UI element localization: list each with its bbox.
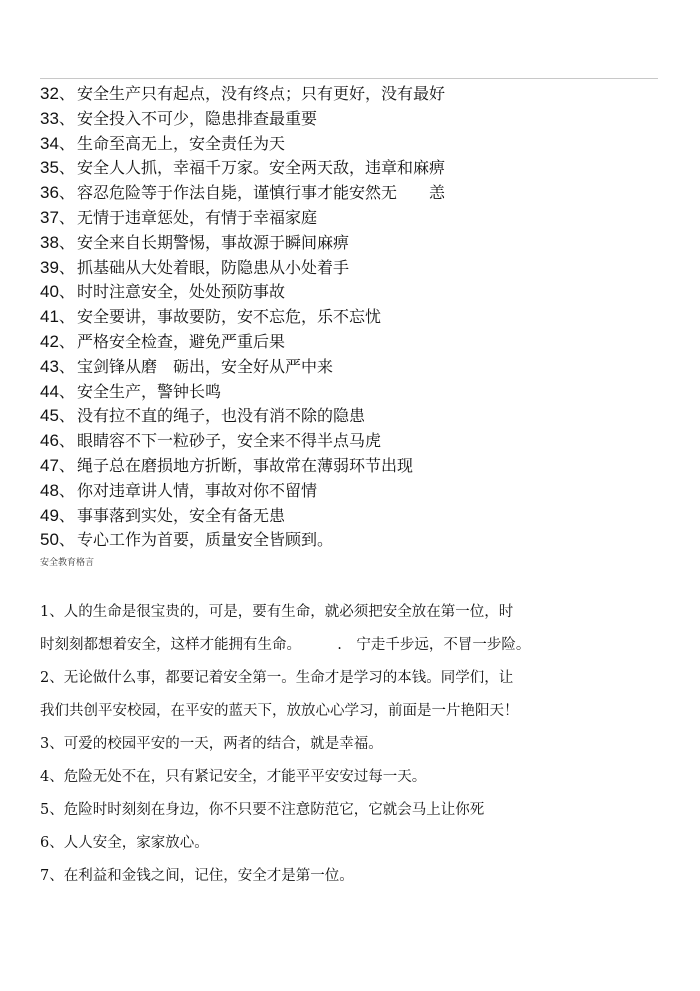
item-number: 40: [40, 282, 59, 302]
list-item: 49、 事事落到实处，安全有备无患: [40, 505, 285, 525]
item-text: 安全投入不可少，隐患排查最重要: [76, 108, 317, 128]
item-text: 安全生产，警钟长鸣: [76, 381, 221, 401]
item-text: 安全生产只有起点，没有终点；只有更好，没有最好: [76, 84, 445, 103]
item-text: 时时注意安全，处处预防事故: [76, 282, 285, 302]
item-text: 你对违章讲人情，事故对你不留情: [76, 480, 317, 500]
item-number: 38: [40, 232, 59, 252]
section-heading: 安全教育格言: [40, 558, 95, 568]
item-number: 50: [40, 530, 59, 550]
item-text: 绳子总在磨损地方折断，事故常在薄弱环节出现: [76, 455, 413, 475]
item-text: 事事落到实处，安全有备无患: [76, 505, 285, 525]
item-number: 36: [40, 183, 59, 203]
item-number: 33: [40, 108, 59, 128]
saying-line: 时刻刻都想着安全，这样才能拥有生命。 . 宁走千步远，不冒一步险。: [40, 637, 531, 653]
list-item: 33、 安全投入不可少，隐患排查最重要: [40, 108, 317, 128]
list-item: 37、 无情于违章惩处，有情于幸福家庭: [40, 207, 317, 227]
saying-line: 6、人人安全，家家放心。: [40, 835, 209, 851]
list-item: 48、 你对违章讲人情，事故对你不留情: [40, 480, 317, 500]
item-text: 容忍危险等于作法自毙，谨慎行事才能安然无 恙: [76, 183, 445, 203]
list-item: 32、 安全生产只有起点，没有终点；只有更好，没有最好: [40, 84, 445, 103]
list-item: 47、 绳子总在磨损地方折断，事故常在薄弱环节出现: [40, 455, 413, 475]
slogan-list: [40, 82, 660, 553]
item-number: 45: [40, 406, 59, 426]
saying-line: 4、危险无处不在，只有紧记安全，才能平平安安过每一天。: [40, 769, 427, 785]
item-text: 眼睛容不下一粒砂子，安全来不得半点马虎: [76, 431, 381, 451]
saying-line: 2、无论做什么事，都要记着安全第一。生命才是学习的本钱。同学们，让: [40, 670, 514, 686]
item-number: 35: [40, 158, 59, 178]
saying-line: 7、在利益和金钱之间，记住，安全才是第一位。: [40, 868, 354, 884]
item-number: 32: [40, 84, 59, 103]
item-number: 48: [40, 480, 59, 500]
item-number: 47: [40, 455, 59, 475]
item-text: 生命至高无上，安全责任为天: [76, 133, 285, 153]
header-rule: [40, 78, 658, 79]
list-item: 41、 安全要讲，事故要防，安不忘危，乐不忘忧: [40, 307, 381, 327]
saying-line: 3、可爱的校园平安的一天，两者的结合，就是幸福。: [40, 736, 383, 752]
item-text: 抓基础从大处着眼，防隐患从小处着手: [76, 257, 349, 277]
item-text: 没有拉不直的绳子，也没有消不除的隐患: [76, 406, 365, 426]
item-text: 宝剑锋从磨 砺出，安全好从严中来: [76, 356, 333, 376]
item-text: 无情于违章惩处，有情于幸福家庭: [76, 207, 317, 227]
item-number: 43: [40, 356, 59, 376]
item-text: 安全要讲，事故要防，安不忘危，乐不忘忧: [76, 307, 381, 327]
saying-line: 1、人的生命是很宝贵的，可是，要有生命，就必须把安全放在第一位，时: [40, 604, 514, 620]
item-number: 34: [40, 133, 59, 153]
item-number: 41: [40, 307, 59, 327]
item-text: 安全人人抓，幸福千万家。安全两天敌，违章和麻痹: [76, 158, 445, 178]
item-number: 46: [40, 431, 59, 451]
item-text: 严格安全检查，避免严重后果: [76, 331, 285, 351]
item-number: 37: [40, 207, 59, 227]
list-item: 50、 专心工作为首要，质量安全皆顾到。: [40, 530, 333, 550]
item-text: 安全来自长期警惕，事故源于瞬间麻痹: [76, 232, 349, 252]
list-item: 42、 严格安全检查，避免严重后果: [40, 331, 285, 351]
saying-line: 我们共创平安校园，在平安的蓝天下，放放心心学习，前面是一片艳阳天！: [40, 703, 519, 719]
list-item: 34、 生命至高无上，安全责任为天: [40, 133, 285, 153]
list-item: 38、 安全来自长期警惕，事故源于瞬间麻痹: [40, 232, 349, 252]
sayings-block: [40, 596, 665, 893]
item-text: 专心工作为首要，质量安全皆顾到。: [76, 530, 333, 550]
list-item: 36、 容忍危险等于作法自毙，谨慎行事才能安然无 恙: [40, 183, 445, 203]
list-item: 35、 安全人人抓，幸福千万家。安全两天敌，违章和麻痹: [40, 158, 445, 178]
item-number: 39: [40, 257, 59, 277]
item-number: 44: [40, 381, 59, 401]
item-number: 42: [40, 331, 59, 351]
list-item: 39、 抓基础从大处着眼，防隐患从小处着手: [40, 257, 349, 277]
list-item: 40、 时时注意安全，处处预防事故: [40, 282, 285, 302]
item-number: 49: [40, 505, 59, 525]
list-item: 45、 没有拉不直的绳子，也没有消不除的隐患: [40, 406, 365, 426]
saying-line: 5、危险时时刻刻在身边，你不只要不注意防范它，它就会马上让你死: [40, 802, 485, 818]
list-item: 43、 宝剑锋从磨 砺出，安全好从严中来: [40, 356, 333, 376]
list-item: 46、 眼睛容不下一粒砂子，安全来不得半点马虎: [40, 431, 381, 451]
list-item: 44、 安全生产，警钟长鸣: [40, 381, 221, 401]
